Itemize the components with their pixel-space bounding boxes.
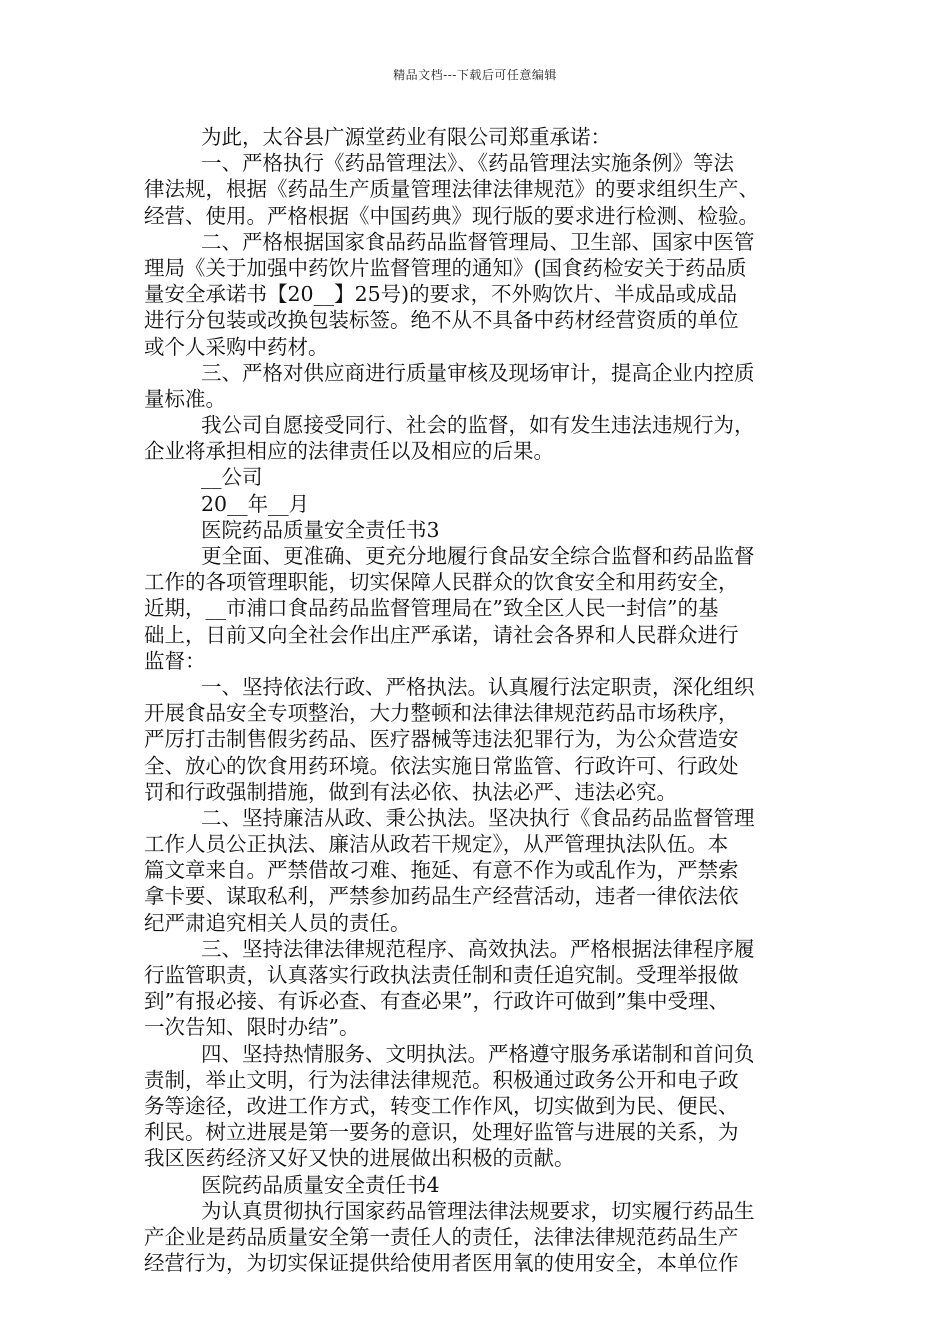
text-line: 20__年__月 [201, 491, 310, 516]
text-line: 责制，举止文明，行为法律法律规范。积极通过政务公开和电子政 [144, 1067, 739, 1092]
text-line: 严厉打击制售假劣药品、医疗器械等违法犯罪行为，为公众营造安 [144, 727, 739, 752]
text-line: 行监管职责，认真落实行政执法责任制和责任追究制。受理举报做 [144, 963, 739, 987]
text-line: 近期，__市浦口食品药品监督管理局在”致全区人民一封信”的基 [144, 596, 719, 621]
text-line: 经营、使用。严格根据《中国药典》现行版的要求进行检测、检验。 [144, 203, 759, 228]
text-line: 全、放心的饮食用药环境。依法实施日常监管、行政许可、行政处 [144, 753, 739, 778]
text-line: 四、坚持热情服务、文明执法。严格遵守服务承诺制和首问负 [201, 1041, 755, 1066]
text-line: 二、坚持廉洁从政、秉公执法。坚决执行《食品药品监督管理 [201, 805, 755, 830]
text-line: 开展食品安全专项整治，大力整顿和法律法律规范药品市场秩序， [144, 701, 739, 726]
text-line: 纪严肃追究相关人员的责任。 [144, 910, 411, 935]
text-line: 一次告知、限时办结”。 [144, 1015, 360, 1040]
text-line: 律法规，根据《药品生产质量管理法律法律规范》的要求组织生产、 [144, 177, 759, 202]
text-line: 篇文章来自。严禁借故刁难、拖延、有意不作为或乱作为，严禁索 [144, 858, 739, 883]
text-line: 利民。树立进展是第一要务的意识，处理好监管与进展的关系，为 [144, 1120, 739, 1145]
text-line: 监督： [144, 648, 206, 673]
text-line: 企业将承担相应的法律责任以及相应的后果。 [144, 439, 554, 464]
text-line: 一、严格执行《药品管理法》、《药品管理法实施条例》等法 [201, 151, 734, 176]
text-line: 务等途径，改进工作方式，转变工作作风，切实做到为民、便民、 [144, 1093, 739, 1118]
text-line: 三、坚持法律法律规范程序、高效执法。严格根据法律程序履 [201, 936, 755, 961]
text-line: 三、严格对供应商进行质量审核及现场审计，提高企业内控质 [201, 360, 755, 385]
text-line: 或个人采购中药材。 [144, 334, 329, 359]
text-line: 一、坚持依法行政、严格执法。认真履行法定职责，深化组织 [201, 674, 755, 699]
text-line: 理局《关于加强中药饮片监督管理的通知》(国食药检安关于药品质 [144, 255, 747, 280]
text-line: 医院药品质量安全责任书4 [201, 1172, 440, 1197]
text-line: 产企业是药品质量安全第一责任人的责任，法律法律规范药品生产 [144, 1224, 739, 1249]
text-line: __公司 [201, 465, 263, 490]
text-line: 础上，日前又向全社会作出庄严承诺，请社会各界和人民群众进行 [144, 622, 739, 647]
text-line: 工作的各项管理职能，切实保障人民群众的饮食安全和用药安全， [144, 570, 739, 595]
text-line: 我区医药经济又好又快的进展做出积极的贡献。 [144, 1146, 575, 1171]
text-line: 到”有报必接、有诉必查、有查必果”，行政许可做到”集中受理、 [144, 989, 729, 1014]
text-line: 我公司自愿接受同行、社会的监督，如有发生违法违规行为， [201, 413, 755, 438]
text-line: 进行分包装或改换包装标签。绝不从不具备中药材经营资质的单位 [144, 308, 739, 333]
text-line: 经营行为，为切实保证提供给使用者医用氧的使用安全，本单位作 [144, 1251, 739, 1276]
text-line: 量标准。 [144, 386, 226, 411]
text-line: 更全面、更准确、更充分地履行食品安全综合监督和药品监督 [201, 544, 755, 568]
text-line: 拿卡要、谋取私利，严禁参加药品生产经营活动，违者一律依法依 [144, 884, 739, 909]
text-line: 医院药品质量安全责任书3 [201, 517, 440, 542]
text-line: 工作人员公正执法、廉洁从政若干规定》，从严管理执法队伍。本 [144, 832, 729, 857]
text-line: 罚和行政强制措施，做到有法必依、执法必严、违法必究。 [144, 779, 677, 804]
text-line: 二、严格根据国家食品药品监督管理局、卫生部、国家中医管 [201, 229, 755, 254]
page-header: 精品文档---下载后可任意编辑 [393, 68, 557, 82]
document-body [144, 124, 812, 1276]
text-line: 量安全承诺书【20__】25号)的要求，不外购饮片、半成品或成品 [144, 282, 738, 307]
text-line: 为认真贯彻执行国家药品管理法律法规要求，切实履行药品生 [201, 1198, 755, 1223]
text-line: 为此，太谷县广源堂药业有限公司郑重承诺： [201, 125, 611, 149]
